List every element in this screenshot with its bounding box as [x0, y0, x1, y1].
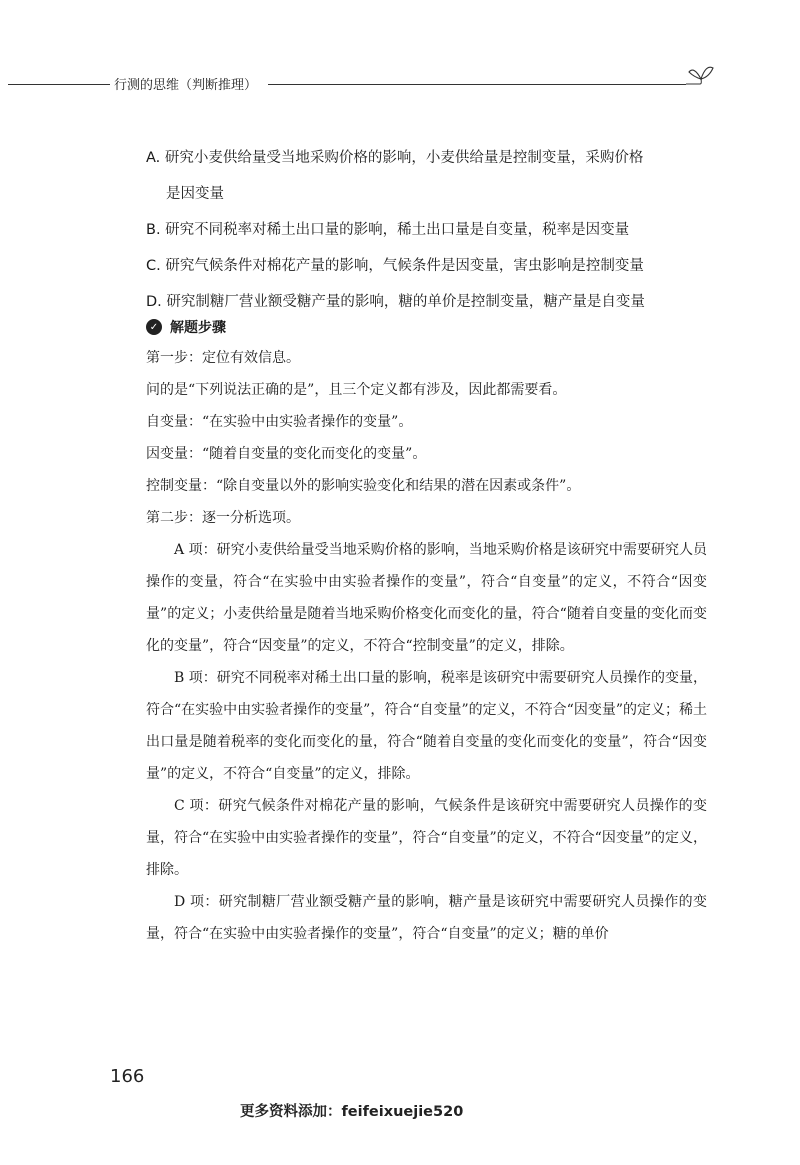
question-note: 问的是“下列说法正确的是”，且三个定义都有涉及，因此都需要看。	[146, 382, 567, 398]
promo-code: feifeixuejie520	[341, 1104, 464, 1120]
header-title: 行测的思维（判断推理）	[114, 78, 258, 93]
analysis-option-c: C 项：研究气候条件对棉花产量的影响，气候条件是该研究中需要研究人员操作的变量，符合“在实验中由实验者操作的变量”，符合“自变量”的定义，不符合“因变量”的定义，排除。	[146, 798, 707, 878]
step-two: 第二步：逐一分析选项。	[146, 510, 300, 526]
option-a-continued: 是因变量	[166, 186, 224, 202]
option-d: D. 研究制糖厂营业额受糖产量的影响，糖的单价是控制变量，糖产量是自变量	[146, 294, 645, 310]
promo-prefix: 更多资料添加：	[240, 1103, 342, 1120]
analysis-option-b: B 项：研究不同税率对稀土出口量的影响，税率是该研究中需要研究人员操作的变量，符合“在实验中由实验者操作的变量”，符合“自变量”的定义，不符合“因变量”的定义；稀土出口量是随着税率的变化而变化的量，符合“随着自变量的变化而变化的变量”，符合“因变量”的定义，不符合“自变量”的定义，排除。	[146, 670, 707, 782]
step-one: 第一步：定位有效信息。	[146, 350, 300, 366]
option-a: A. 研究小麦供给量受当地采购价格的影响，小麦供给量是控制变量，采购价格	[146, 150, 644, 166]
solution-steps-heading	[146, 315, 226, 339]
solution-steps-title: 解题步骤	[170, 320, 226, 336]
sprout-icon	[686, 62, 716, 92]
option-c: C. 研究气候条件对棉花产量的影响，气候条件是因变量，害虫影响是控制变量	[146, 258, 644, 274]
definition-independent-variable: 自变量：“在实验中由实验者操作的变量”。	[146, 414, 413, 430]
analysis-option-d: D 项：研究制糖厂营业额受糖产量的影响，糖产量是该研究中需要研究人员操作的变量，符合“在实验中由实验者操作的变量”，符合“自变量”的定义；糖的单价	[146, 894, 707, 942]
answer-options	[146, 140, 726, 320]
running-header	[0, 62, 800, 102]
option-b: B. 研究不同税率对稀土出口量的影响，稀土出口量是自变量，税率是因变量	[146, 222, 630, 238]
definition-control-variable: 控制变量：“除自变量以外的影响实验变化和结果的潜在因素或条件”。	[146, 478, 581, 494]
header-rule-left	[8, 84, 110, 85]
page-number: 166	[110, 1066, 145, 1087]
solution-body	[113, 342, 707, 950]
definition-dependent-variable: 因变量：“随着自变量的变化而变化的变量”。	[146, 446, 427, 462]
solution-bullet-icon: ✓	[146, 319, 162, 335]
promo-footer	[240, 1100, 463, 1121]
analysis-option-a: A 项：研究小麦供给量受当地采购价格的影响，当地采购价格是该研究中需要研究人员操作的变量，符合“在实验中由实验者操作的变量”，符合“自变量”的定义，不符合“因变量”的定义；小麦供给量是随着当地采购价格变化而变化的量，符合“随着自变量的变化而变化的变量”，符合“因变量”的定义，不符合“控制变量”的定义，排除。	[146, 542, 707, 654]
header-rule-right	[268, 84, 686, 85]
